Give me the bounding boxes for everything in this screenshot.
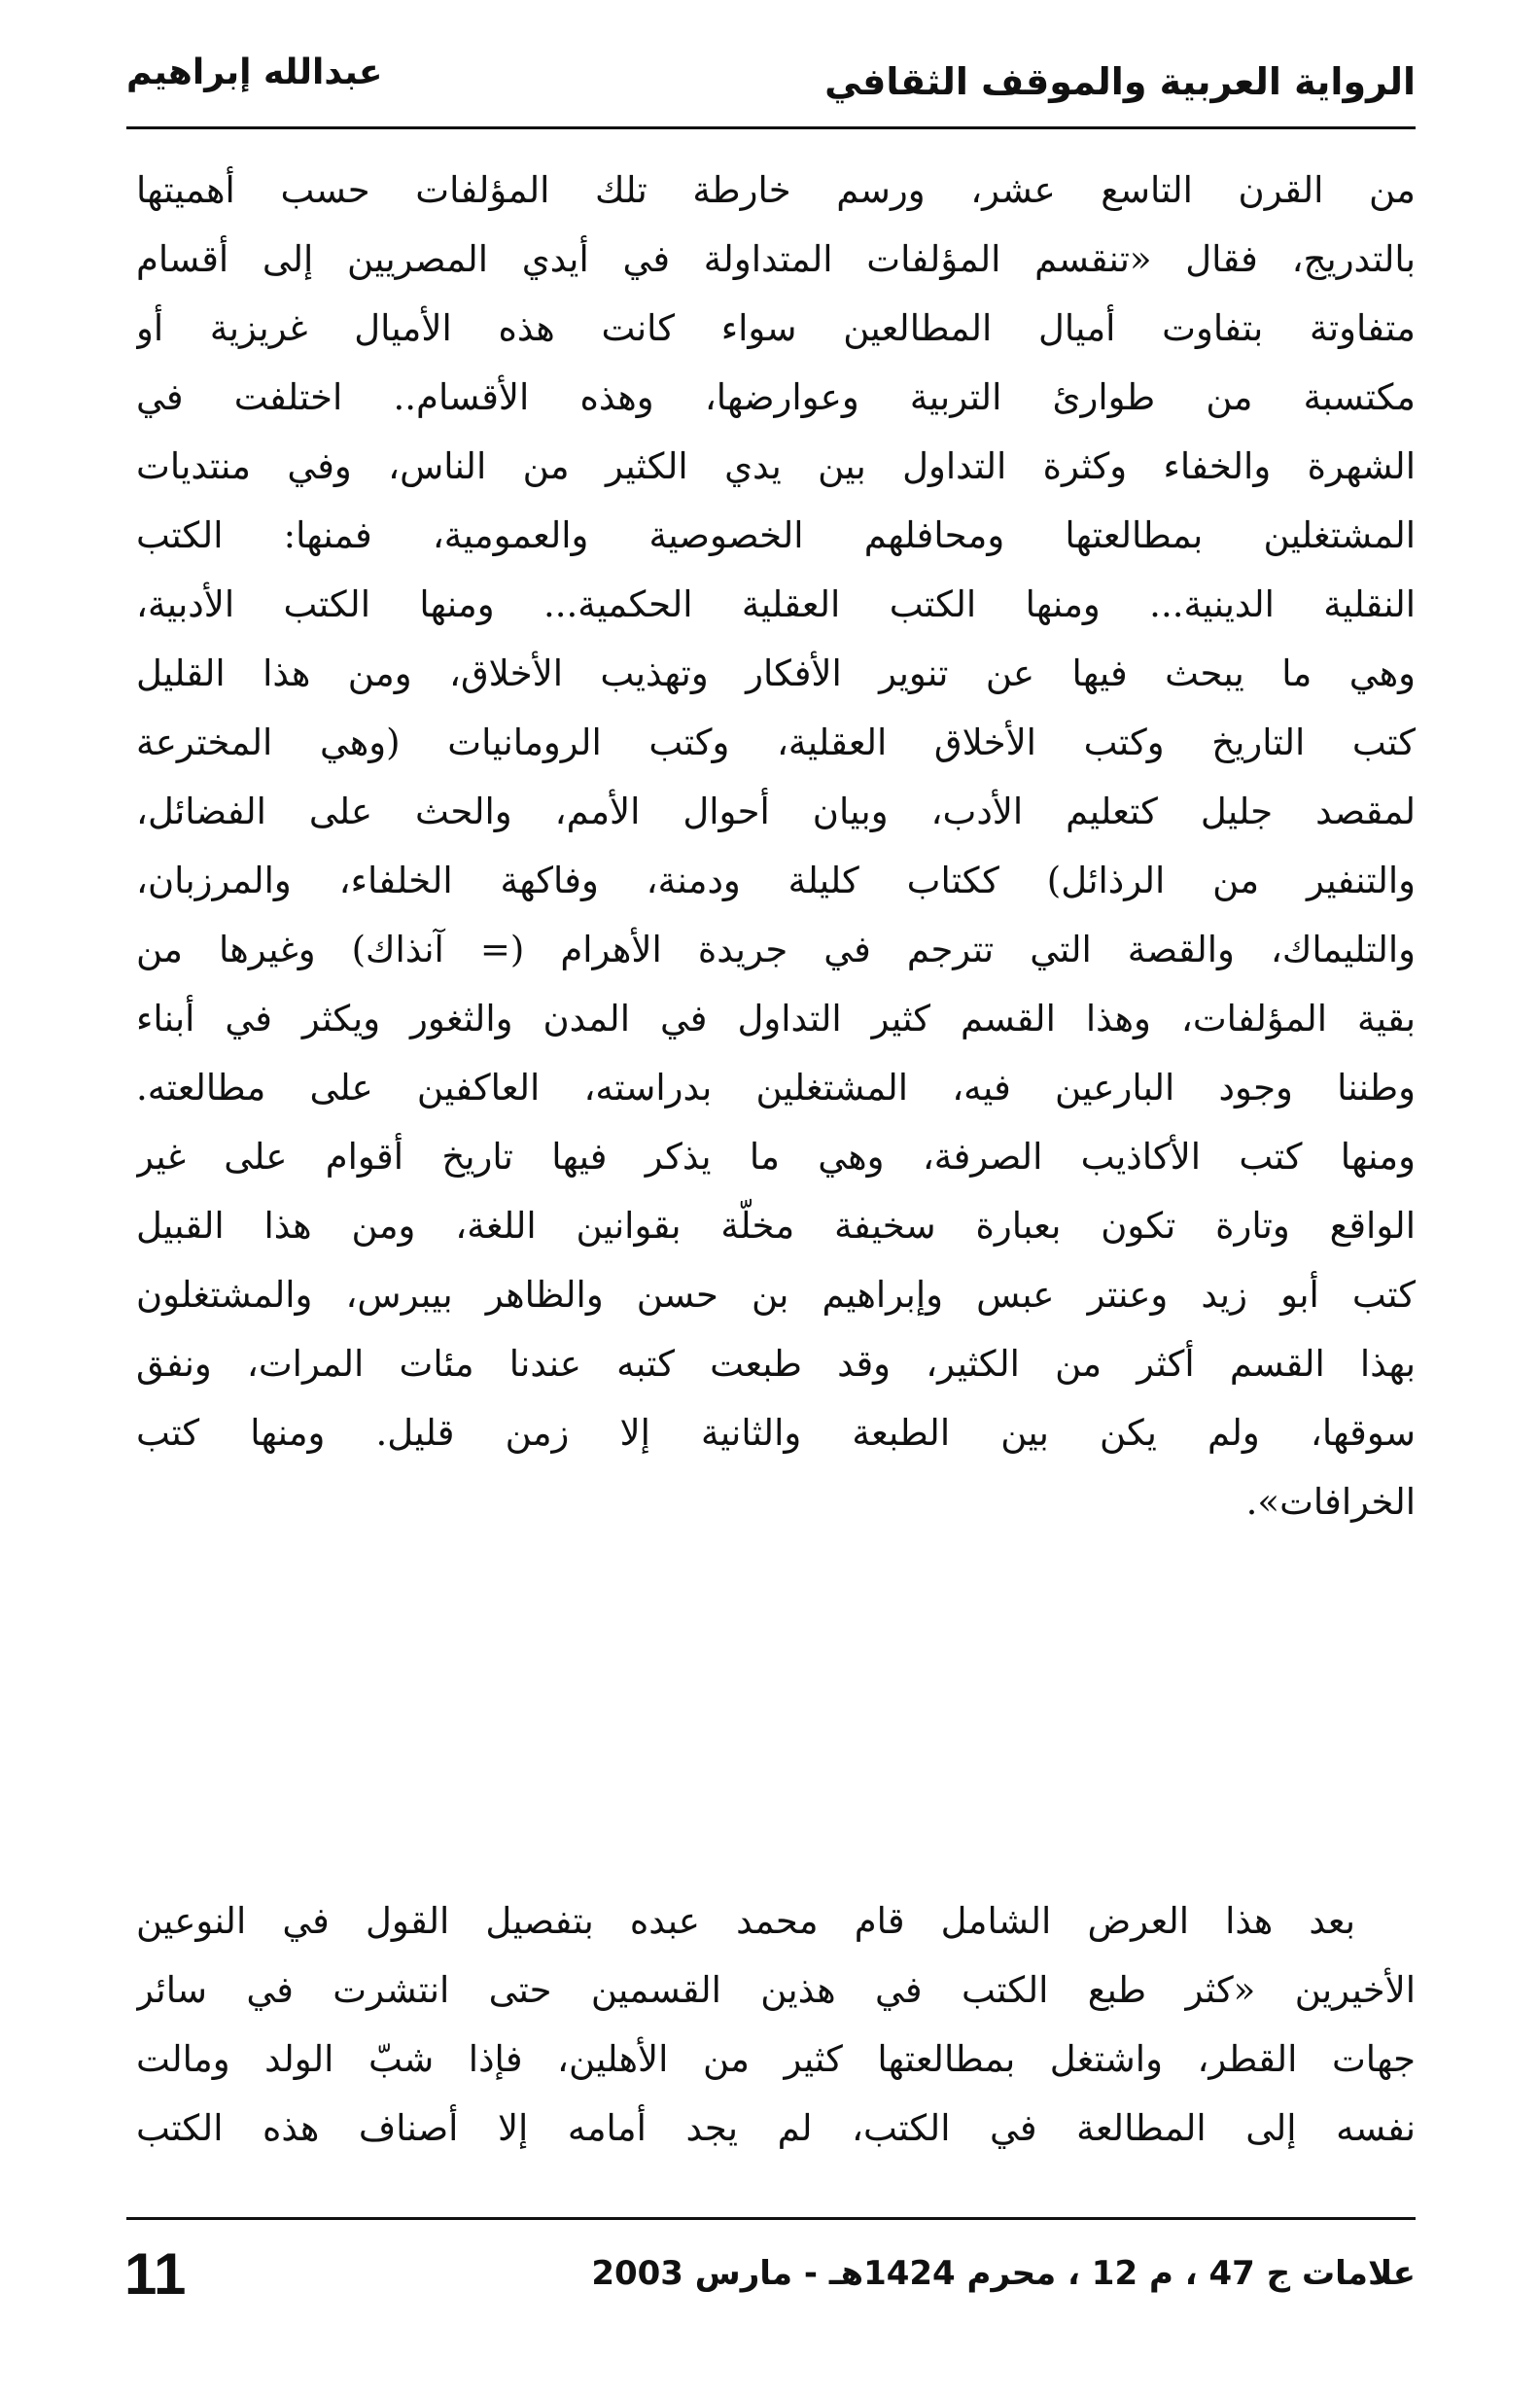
text-line: والتنفير من الرذائل) ككتاب كليلة ودمنة، وفاكهة الخلفاء، والمرزبان،	[136, 860, 1416, 901]
journal-issue-info: علامات ج 47 ، م 12 ، محرم 1424هـ - مارس 2003	[591, 2254, 1416, 2293]
text-line: ومنها كتب الأكاذيب الصرفة، وهي ما يذكر فيها تاريخ أقوام على غير	[136, 1136, 1416, 1178]
text-line: وطننا وجود البارعين فيه، المشتغلين بدراسته، العاكفين على مطالعته.	[136, 1067, 1416, 1109]
running-header	[126, 43, 1416, 126]
header-rule	[126, 126, 1416, 129]
paragraph-1	[136, 156, 1416, 1536]
text-line: الخرافات».	[1245, 1481, 1416, 1523]
text-line: متفاوتة بتفاوت أميال المطالعين سواء كانت هذه الأميال غريزية أو	[136, 307, 1416, 349]
text-line: بقية المؤلفات، وهذا القسم كثير التداول في المدن والثغور ويكثر في أبناء	[136, 998, 1416, 1039]
paragraph-2	[136, 1886, 1416, 2163]
text-line: والتليماك، والقصة التي تترجم في جريدة الأهرام (= آنذاك) وغيرها من	[136, 929, 1416, 970]
text-line: بالتدريج، فقال «تنقسم المؤلفات المتداولة في أيدي المصريين إلى أقسام	[136, 238, 1416, 280]
text-line: كتب التاريخ وكتب الأخلاق العقلية، وكتب الرومانيات (وهي المخترعة	[136, 722, 1416, 763]
text-line: جهات القطر، واشتغل بمطالعتها كثير من الأهلين، فإذا شبّ الولد ومالت	[136, 2038, 1416, 2080]
text-line: لمقصد جليل كتعليم الأدب، وبيان أحوال الأمم، والحث على الفضائل،	[136, 791, 1416, 832]
text-line: من القرن التاسع عشر، ورسم خارطة تلك المؤلفات حسب أهميتها	[136, 169, 1416, 211]
text-line: كتب أبو زيد وعنتر عبس وإبراهيم بن حسن والظاهر بيبرس، والمشتغلون	[136, 1274, 1416, 1316]
author-name: عبدالله إبراهيم	[126, 53, 383, 92]
text-line: سوقها، ولم يكن بين الطبعة والثانية إلا زمن قليل. ومنها كتب	[136, 1412, 1416, 1454]
page-number: 11	[124, 2241, 187, 2307]
text-line: بعد هذا العرض الشامل قام محمد عبده بتفصيل القول في النوعين	[136, 1900, 1355, 1942]
text-line: الأخيرين «كثر طبع الكتب في هذين القسمين حتى انتشرت في سائر	[136, 1969, 1416, 2011]
text-line: الواقع وتارة تكون بعبارة سخيفة مخلّة بقوانين اللغة، ومن هذا القبيل	[136, 1205, 1416, 1247]
text-line: النقلية الدينية... ومنها الكتب العقلية الحكمية... ومنها الكتب الأدبية،	[136, 583, 1416, 625]
text-line: المشتغلين بمطالعتها ومحافلهم الخصوصية والعمومية، فمنها: الكتب	[136, 514, 1416, 556]
text-line: نفسه إلى المطالعة في الكتب، لم يجد أمامه إلا أصناف هذه الكتب	[136, 2107, 1416, 2149]
text-line: مكتسبة من طوارئ التربية وعوارضها، وهذه الأقسام.. اختلفت في	[136, 376, 1416, 418]
footer-rule	[126, 2217, 1416, 2220]
text-line: بهذا القسم أكثر من الكثير، وقد طبعت كتبه عندنا مئات المرات، ونفق	[136, 1343, 1416, 1385]
text-line: وهي ما يبحث فيها عن تنوير الأفكار وتهذيب الأخلاق، ومن هذا القليل	[136, 652, 1416, 694]
text-line: الشهرة والخفاء وكثرة التداول بين يدي الكثير من الناس، وفي منتديات	[136, 445, 1416, 487]
book-title: الرواية العربية والموقف الثقافي	[824, 60, 1416, 103]
